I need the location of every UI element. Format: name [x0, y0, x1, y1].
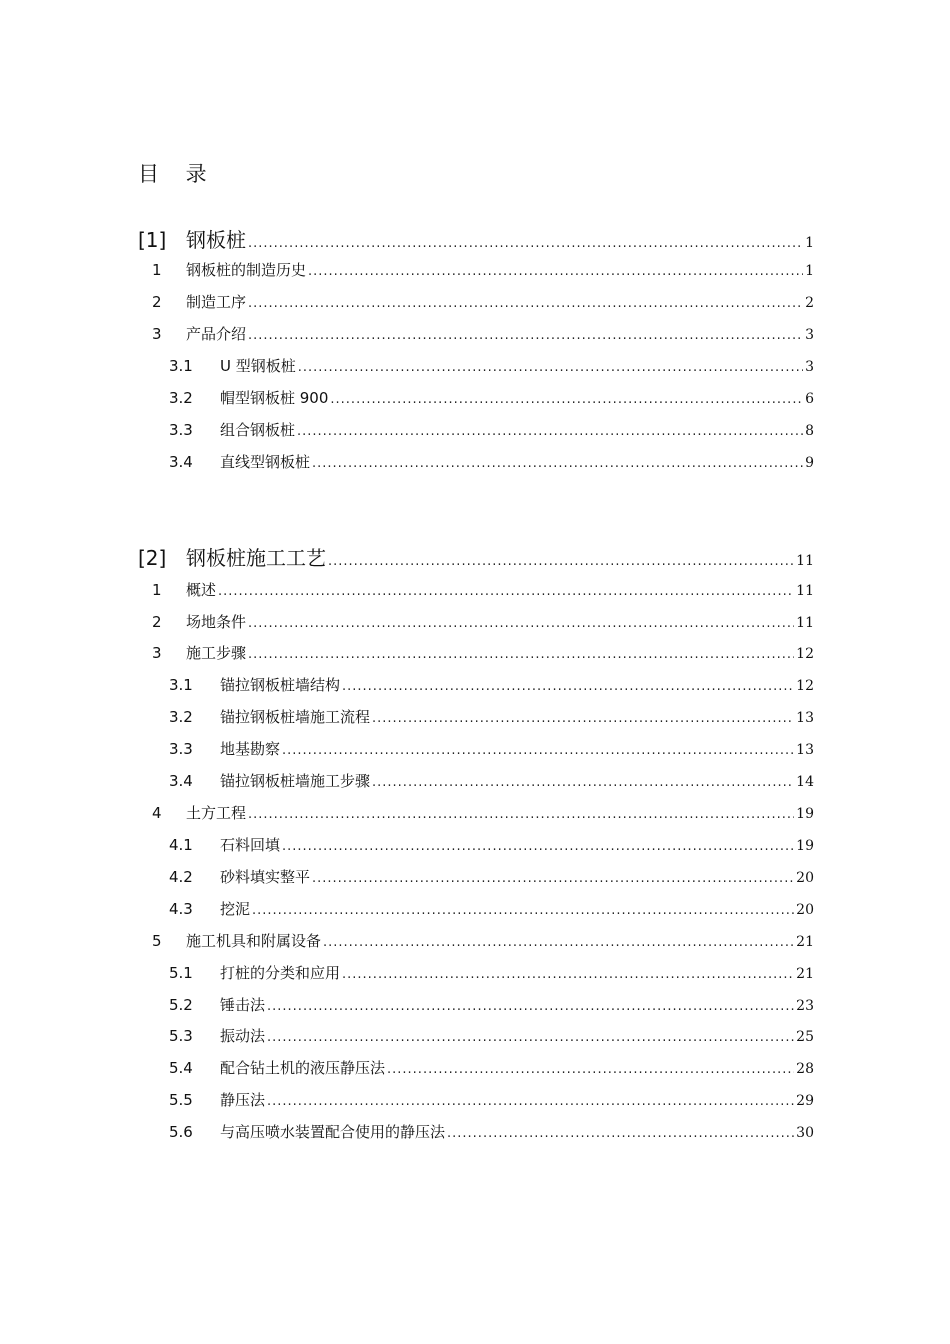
toc-subentry[interactable]	[0, 418, 950, 442]
toc-entry-page: 13	[796, 742, 814, 758]
toc-subentry[interactable]	[0, 737, 950, 761]
toc-entry-page: 12	[796, 678, 814, 694]
toc-entry-label: 直线型钢板桩	[220, 453, 311, 471]
toc-entry-number: 4	[152, 804, 162, 822]
toc-heading-2[interactable]	[0, 543, 950, 573]
toc-entry-number: 1	[152, 261, 162, 279]
toc-subentry[interactable]	[0, 1088, 950, 1112]
toc-entry-number: 2	[152, 613, 162, 631]
toc-entry-label: 打桩的分类和应用	[220, 964, 341, 982]
toc-entry-label: 与高压喷水装置配合使用的静压法	[220, 1123, 446, 1141]
toc-entry[interactable]	[0, 801, 950, 825]
dot-leader	[372, 707, 794, 731]
toc-entry-page: 28	[796, 1061, 814, 1077]
toc-entry-label: 石料回填	[220, 836, 281, 854]
toc-subentry[interactable]	[0, 354, 950, 378]
toc-entry-page: 19	[796, 806, 814, 822]
toc-entry-label: 土方工程	[186, 804, 247, 822]
toc-entry-label: 振动法	[220, 1027, 266, 1045]
toc-subentry[interactable]	[0, 386, 950, 410]
toc-entry-label: 制造工序	[186, 293, 247, 311]
dot-leader	[387, 1058, 794, 1082]
dot-leader	[252, 899, 794, 923]
toc-entry-number: 4.3	[169, 900, 193, 918]
toc-entry-number: 5	[152, 932, 162, 950]
dot-leader	[298, 356, 803, 380]
toc-subentry[interactable]	[0, 833, 950, 857]
toc-entry-label: 砂料填实整平	[220, 868, 311, 886]
toc-entry-number: 3.4	[169, 453, 193, 471]
toc-entry-page: 9	[805, 455, 814, 471]
toc-subentry[interactable]	[0, 865, 950, 889]
toc-entry-number: 3	[152, 325, 162, 343]
toc-entry-page: 2	[805, 295, 814, 311]
toc-entry-page: 20	[796, 902, 814, 918]
toc-entry-number: 3.3	[169, 421, 193, 439]
dot-leader	[447, 1122, 794, 1146]
toc-heading-page: 1	[805, 235, 814, 251]
toc-entry-page: 21	[796, 934, 814, 950]
toc-entry-page: 23	[796, 998, 814, 1014]
dot-leader	[248, 324, 803, 348]
toc-entry-label: 施工机具和附属设备	[186, 932, 322, 950]
dot-leader	[248, 643, 794, 667]
toc-entry-number: 3.4	[169, 772, 193, 790]
dot-leader	[218, 580, 794, 604]
dot-leader	[267, 1026, 794, 1050]
dot-leader	[342, 963, 794, 987]
dot-leader	[282, 835, 794, 859]
toc-entry-number: 2	[152, 293, 162, 311]
page-title: 目 录	[138, 162, 217, 186]
toc-entry-number: 5.6	[169, 1123, 193, 1141]
toc-entry-page: 11	[796, 583, 814, 599]
toc-entry[interactable]	[0, 290, 950, 314]
toc-entry-page: 12	[796, 646, 814, 662]
toc-entry[interactable]	[0, 322, 950, 346]
toc-subentry[interactable]	[0, 1056, 950, 1080]
toc-heading-label: 钢板桩施工工艺	[186, 546, 326, 570]
toc-entry-page: 30	[796, 1125, 814, 1141]
toc-subentry[interactable]	[0, 705, 950, 729]
toc-entry-page: 19	[796, 838, 814, 854]
toc-entry-number: 3.1	[169, 676, 193, 694]
toc-entry-label: 产品介绍	[186, 325, 247, 343]
toc-entry-label: 帽型钢板桩 900	[220, 389, 329, 407]
toc-entry-label: 静压法	[220, 1091, 266, 1109]
toc-subentry[interactable]	[0, 673, 950, 697]
dot-leader	[342, 675, 794, 699]
toc-entry[interactable]	[0, 929, 950, 953]
toc-entry-page: 3	[805, 327, 814, 343]
toc-entry-page: 29	[796, 1093, 814, 1109]
toc-entry-label: 施工步骤	[186, 644, 247, 662]
toc-entry-page: 3	[805, 359, 814, 375]
dot-leader	[248, 612, 794, 636]
toc-entry-number: 5.4	[169, 1059, 193, 1077]
toc-entry-label: 锤击法	[220, 996, 266, 1014]
toc-subentry[interactable]	[0, 1024, 950, 1048]
toc-entry-number: 3.1	[169, 357, 193, 375]
toc-entry-label: 锚拉钢板桩墙施工流程	[220, 708, 371, 726]
toc-entry-number: 5.3	[169, 1027, 193, 1045]
toc-entry-label: 地基勘察	[220, 740, 281, 758]
toc-subentry[interactable]	[0, 769, 950, 793]
toc-subentry[interactable]	[0, 897, 950, 921]
toc-entry-label: 概述	[186, 581, 217, 599]
dot-leader	[248, 229, 803, 259]
dot-leader	[323, 931, 794, 955]
toc-entry-label: U 型钢板桩	[220, 357, 296, 375]
toc-entry-label: 锚拉钢板桩墙施工步骤	[220, 772, 371, 790]
toc-entry[interactable]	[0, 258, 950, 282]
dot-leader	[267, 1090, 794, 1114]
toc-entry-page: 1	[805, 263, 814, 279]
toc-entry-page: 21	[796, 966, 814, 982]
toc-entry[interactable]	[0, 578, 950, 602]
toc-entry-page: 11	[796, 615, 814, 631]
toc-entry-page: 25	[796, 1029, 814, 1045]
dot-leader	[312, 452, 803, 476]
dot-leader	[328, 547, 794, 577]
dot-leader	[267, 995, 794, 1019]
toc-entry-page: 20	[796, 870, 814, 886]
toc-entry-number: 5.2	[169, 996, 193, 1014]
toc-entry-number: 1	[152, 581, 162, 599]
toc-entry-number: 3.2	[169, 708, 193, 726]
toc-entry-number: 5.5	[169, 1091, 193, 1109]
toc-entry[interactable]	[0, 641, 950, 665]
toc-entry-label: 钢板桩的制造历史	[186, 261, 307, 279]
toc-entry-label: 场地条件	[186, 613, 247, 631]
toc-subentry[interactable]	[0, 993, 950, 1017]
dot-leader	[248, 803, 794, 827]
dot-leader	[297, 420, 803, 444]
dot-leader	[312, 867, 794, 891]
toc-heading-page: 11	[796, 553, 814, 569]
toc-entry-number: 4.1	[169, 836, 193, 854]
toc-subentry[interactable]	[0, 961, 950, 985]
toc-subentry[interactable]	[0, 450, 950, 474]
toc-entry-page: 14	[796, 774, 814, 790]
toc-entry-number: 3.3	[169, 740, 193, 758]
toc-entry-page: 8	[805, 423, 814, 439]
dot-leader	[282, 739, 794, 763]
toc-entry-label: 挖泥	[220, 900, 251, 918]
dot-leader	[372, 771, 794, 795]
toc-entry-label: 配合钻土机的液压静压法	[220, 1059, 386, 1077]
toc-entry-number: 4.2	[169, 868, 193, 886]
dot-leader	[308, 260, 803, 284]
dot-leader	[248, 292, 803, 316]
dot-leader	[330, 388, 803, 412]
toc-heading-number: [2]	[138, 546, 167, 570]
toc-heading-number: [1]	[138, 228, 167, 252]
toc-entry-page: 6	[805, 391, 814, 407]
toc-entry-label: 组合钢板桩	[220, 421, 296, 439]
toc-heading-label: 钢板桩	[186, 228, 246, 252]
toc-subentry[interactable]	[0, 1120, 950, 1144]
toc-entry-number: 5.1	[169, 964, 193, 982]
toc-entry-number: 3.2	[169, 389, 193, 407]
toc-heading-1[interactable]	[0, 225, 950, 255]
toc-entry[interactable]	[0, 610, 950, 634]
toc-entry-number: 3	[152, 644, 162, 662]
toc-entry-page: 13	[796, 710, 814, 726]
toc-entry-label: 锚拉钢板桩墙结构	[220, 676, 341, 694]
